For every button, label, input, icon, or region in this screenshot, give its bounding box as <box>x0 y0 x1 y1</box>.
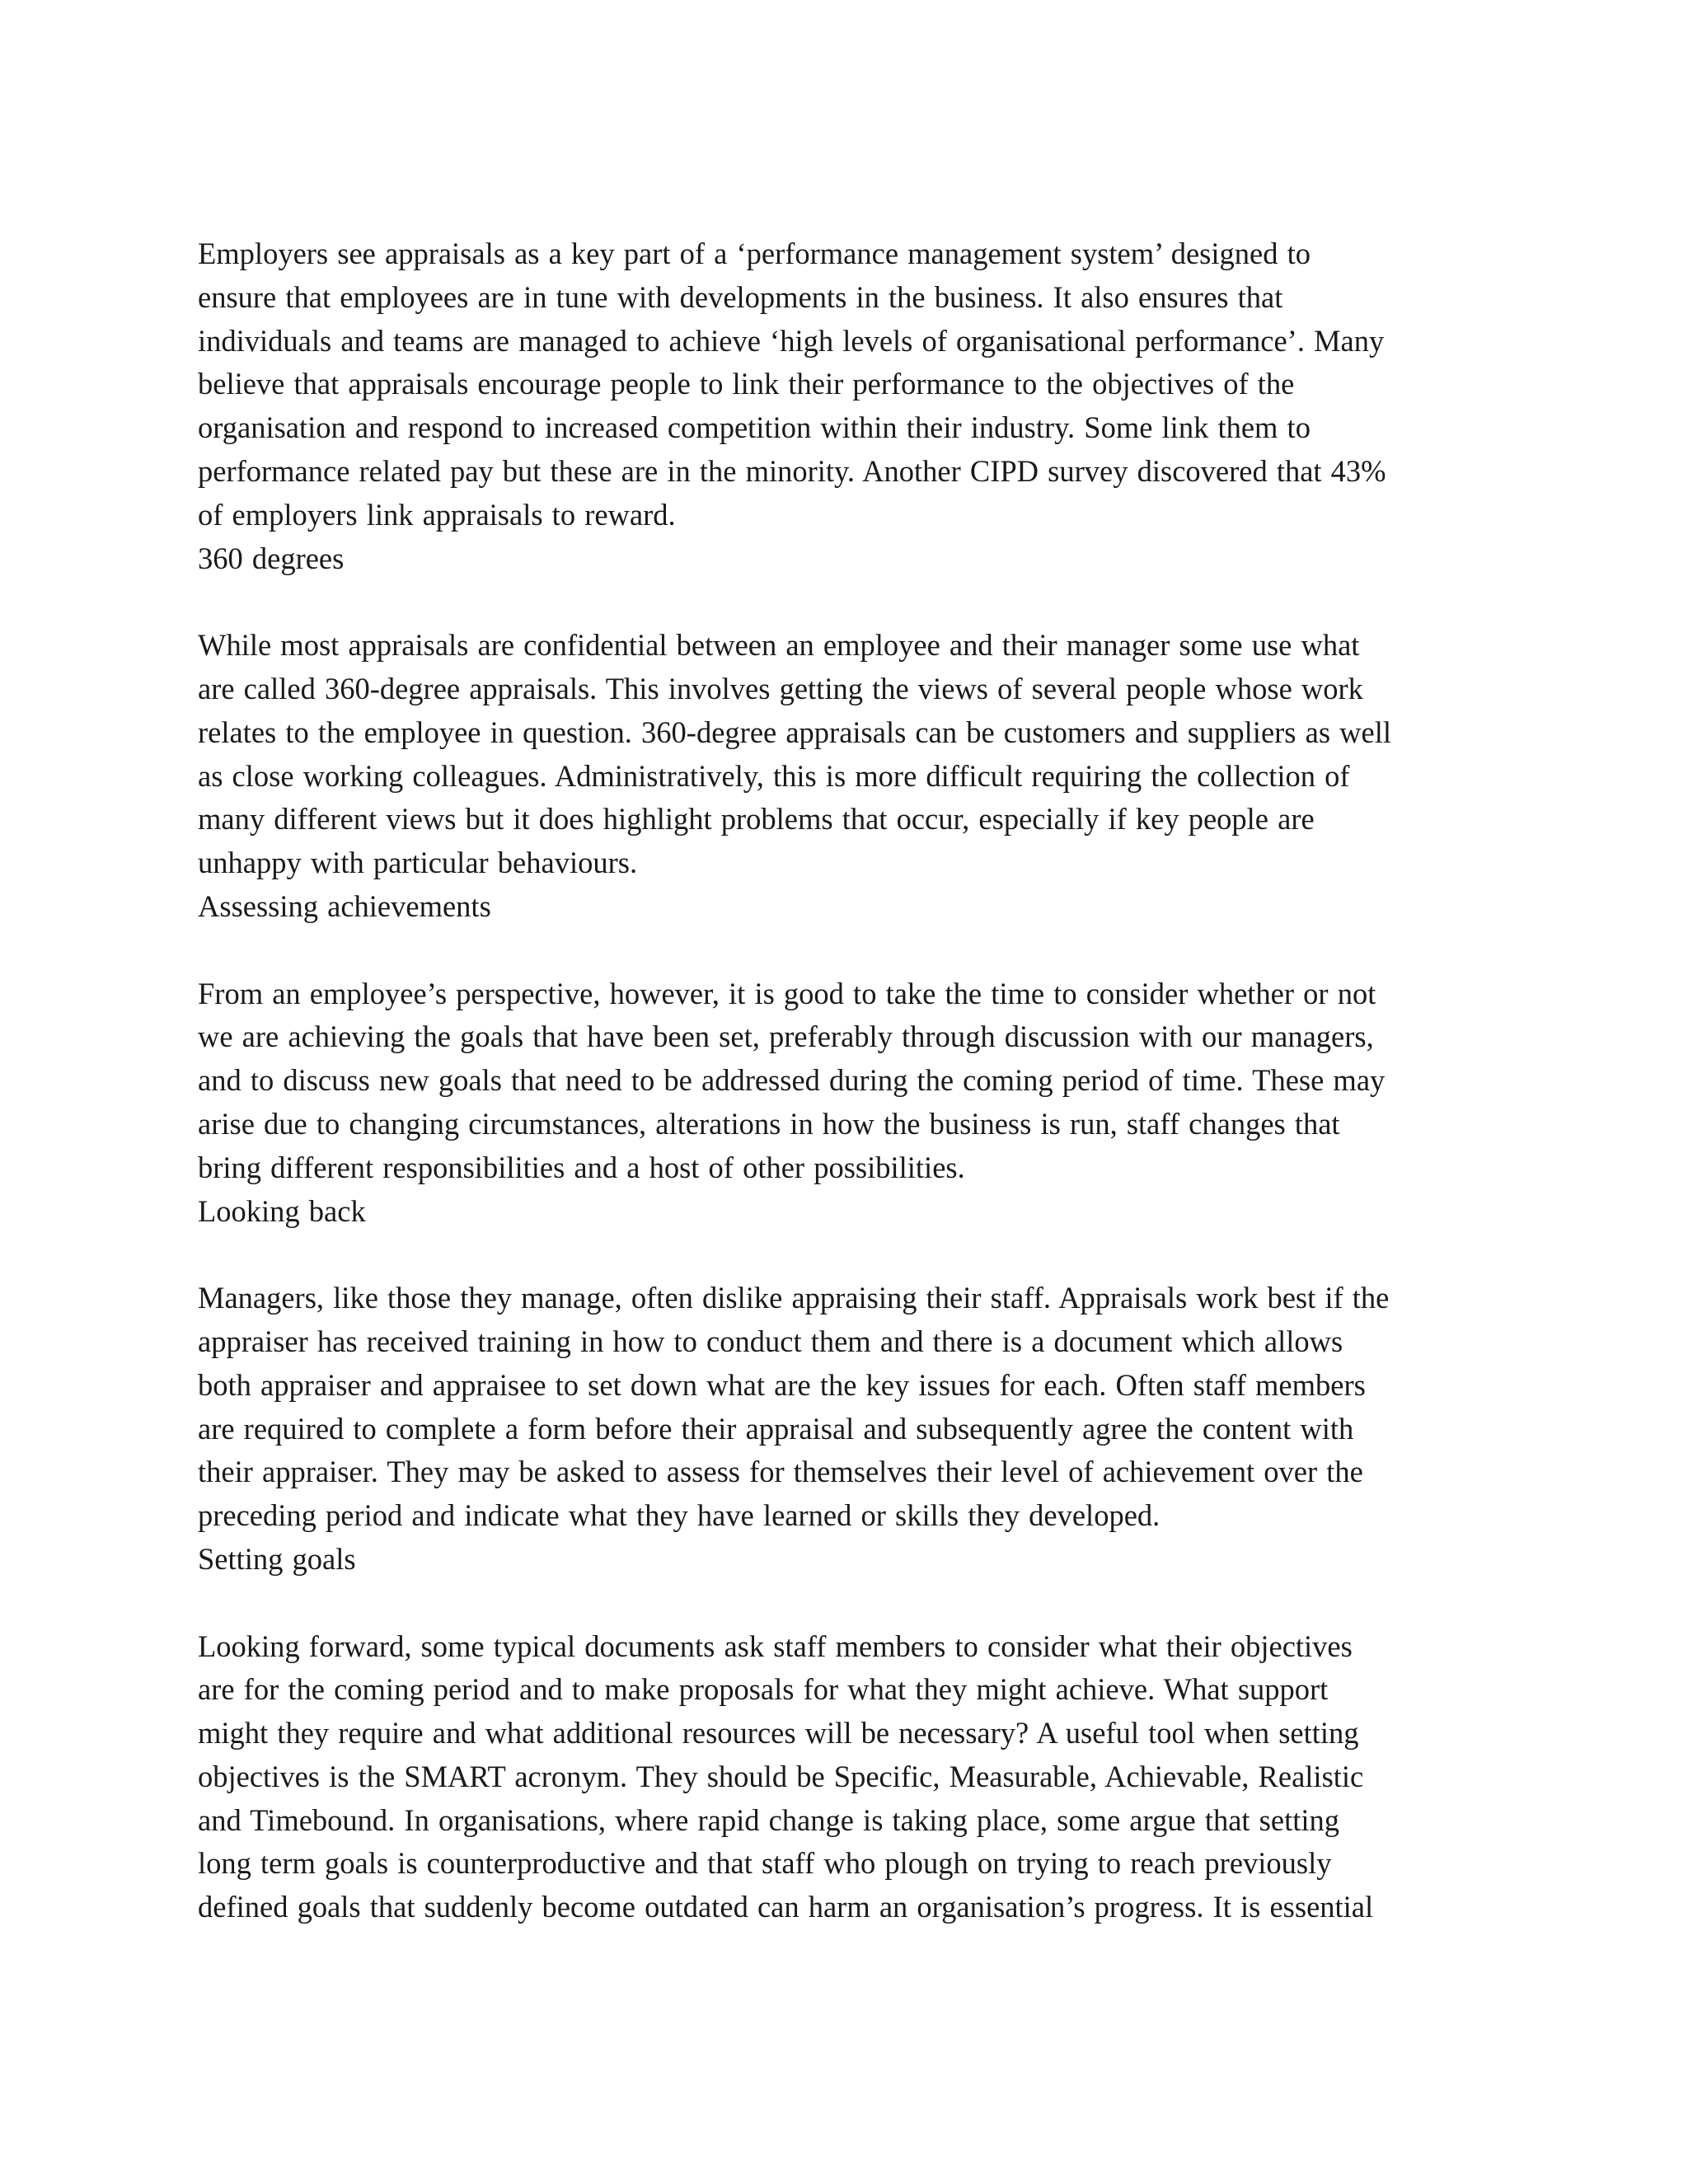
text-line: preceding period and indicate what they have learned or skills they developed. <box>198 1498 1160 1533</box>
section-heading-setting-goals: Setting goals <box>198 1541 356 1576</box>
text-line: long term goals is counterproductive and that staff who plough on trying to reach previously <box>198 1846 1332 1881</box>
paragraph-assessing-achievements <box>198 972 1484 1190</box>
text-line: Looking forward, some typical documents ask staff members to consider what their objectives <box>198 1629 1353 1663</box>
text-line: From an employee’s perspective, however, it is good to take the time to consider whether or not <box>198 976 1376 1010</box>
text-line: appraiser has received training in how to conduct them and there is a document which allows <box>198 1324 1343 1358</box>
text-line: Employers see appraisals as a key part of a ‘performance management system’ designed to <box>198 237 1311 270</box>
section-heading-assessing-achievements: Assessing achievements <box>198 888 491 923</box>
text-line: organisation and respond to increased competition within their industry. Some link them to <box>198 410 1311 445</box>
text-line: Managers, like those they manage, often dislike appraising their staff. Appraisals work best if the <box>198 1281 1390 1315</box>
text-line: bring different responsibilities and a host of other possibilities. <box>198 1150 965 1184</box>
text-line: are required to complete a form before their appraisal and subsequently agree the content with <box>198 1411 1354 1446</box>
text-line: individuals and teams are managed to achieve ‘high levels of organisational performance’. Many <box>198 323 1385 358</box>
text-line: are called 360-degree appraisals. This involves getting the views of several people whose work <box>198 671 1363 705</box>
blank-line <box>198 580 1484 624</box>
blank-line <box>198 1233 1484 1277</box>
text-line: and to discuss new goals that need to be addressed during the coming period of time. These may <box>198 1063 1386 1098</box>
text-line: as close working colleagues. Administratively, this is more difficult requiring the collection of <box>198 758 1350 793</box>
text-line: While most appraisals are confidential between an employee and their manager some use what <box>198 628 1360 663</box>
section-heading-looking-back: Looking back <box>198 1193 366 1228</box>
paragraph-360-degrees <box>198 624 1484 885</box>
blank-line <box>198 929 1484 972</box>
text-line: performance related pay but these are in the minority. Another CIPD survey discovered that 43% <box>198 453 1386 488</box>
text-line: might they require and what additional resources will be necessary? A useful tool when setting <box>198 1716 1359 1750</box>
section-heading-360-degrees: 360 degrees <box>198 541 345 575</box>
text-line: unhappy with particular behaviours. <box>198 846 638 880</box>
text-line: are for the coming period and to make proposals for what they might achieve. What support <box>198 1672 1329 1707</box>
paragraph-appraisals-intro <box>198 232 1484 537</box>
blank-line <box>198 1582 1484 1625</box>
text-line: arise due to changing circumstances, alterations in how the business is run, staff changes that <box>198 1106 1340 1141</box>
text-line: relates to the employee in question. 360-degree appraisals can be customers and suppliers as well <box>198 715 1392 749</box>
paragraph-looking-back <box>198 1277 1484 1538</box>
text-line: their appraiser. They may be asked to assess for themselves their level of achievement over the <box>198 1455 1363 1489</box>
text-line: of employers link appraisals to reward. <box>198 497 676 532</box>
text-line: both appraiser and appraisee to set down what are the key issues for each. Often staff members <box>198 1367 1366 1402</box>
text-line: objectives is the SMART acronym. They should be Specific, Measurable, Achievable, Realistic <box>198 1759 1364 1793</box>
document-body <box>198 232 1484 1929</box>
paragraph-setting-goals <box>198 1625 1484 1930</box>
text-line: believe that appraisals encourage people to link their performance to the objectives of the <box>198 367 1295 401</box>
text-line: we are achieving the goals that have been set, preferably through discussion with our managers, <box>198 1019 1374 1054</box>
text-line: ensure that employees are in tune with developments in the business. It also ensures that <box>198 279 1283 314</box>
text-line: and Timebound. In organisations, where rapid change is taking place, some argue that setting <box>198 1802 1340 1837</box>
text-line: many different views but it does highlight problems that occur, especially if key people are <box>198 802 1315 837</box>
text-line: defined goals that suddenly become outdated can harm an organisation’s progress. It is essential <box>198 1890 1374 1924</box>
